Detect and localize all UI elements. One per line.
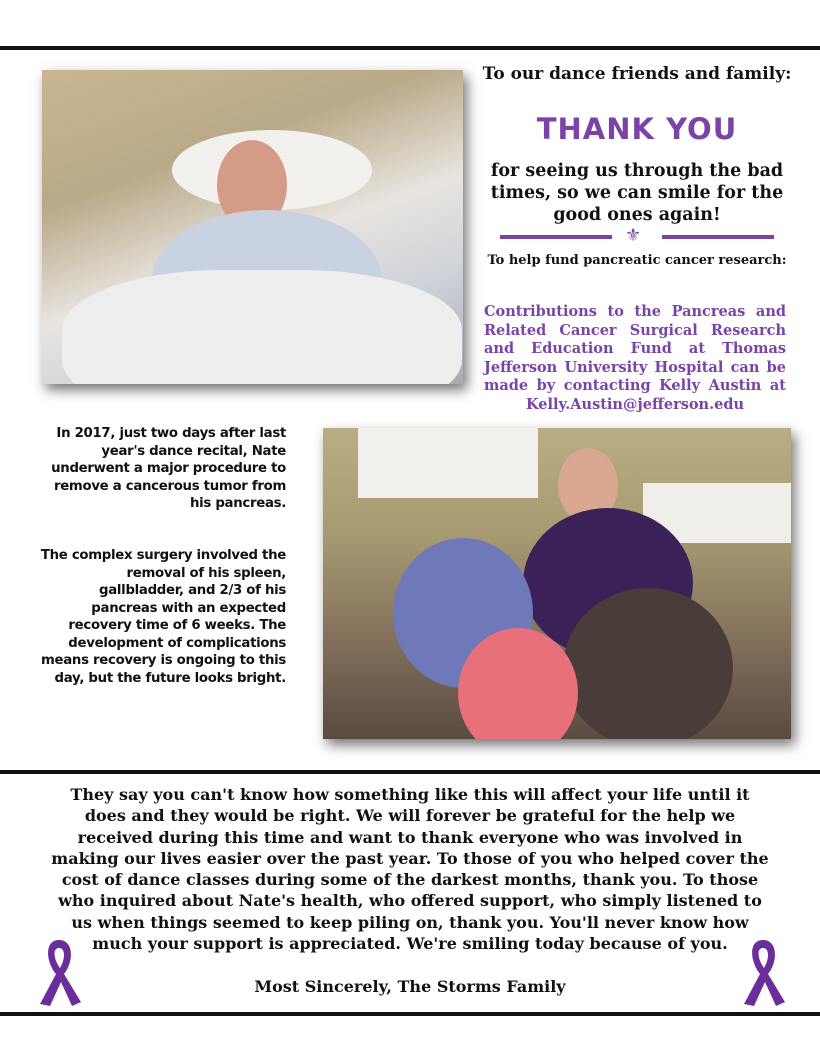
bookshelf (358, 428, 538, 498)
fleur-de-lis-icon: ⚜ (625, 225, 642, 246)
greeting: To our dance friends and family: (482, 64, 792, 84)
thank-you-message: for seeing us through the bad times, so we can smile for the good ones again! (490, 161, 784, 225)
closing-message: They say you can't know how something like this will affect your life until it does and they would be right. We will forever be grateful for the help we received during this time and want to thank everyone who was involved in making our lives easier over the past year. To those of you who helped cover the cost of dance classes during some of the darkest months, thank you. To those who inquired about Nate's health, who offered support, who simply listened to us when things seemed to keep piling on, thank you. You'll never know how much your support is appreciated. We're smiling today because of you. (51, 785, 769, 954)
fund-heading: To help fund pancreatic cancer research: (487, 253, 787, 268)
story-paragraph-2: The complex surgery involved the removal of his spleen, gallbladder, and 2/3 of his pancreas with an expected recovery time of 6 weeks. The development of complications means recovery is ongoing to this day, but the future looks bright. (40, 548, 286, 686)
middle-rule (0, 770, 820, 774)
blanket (62, 270, 462, 384)
bottom-rule (0, 1012, 820, 1016)
contribution-info: Contributions to the Pancreas and Related Cancer Surgical Research and Education Fund at Thomas Jefferson University Hospital can be made by contacting Kelly Austin at Kelly.Austin@jefferson.edu (484, 303, 786, 413)
awareness-ribbon-icon (34, 936, 84, 1008)
man-sweater (563, 588, 733, 739)
divider (500, 225, 774, 248)
thank-you-heading: THANK YOU (536, 112, 738, 146)
signature: Most Sincerely, The Storms Family (254, 977, 566, 996)
awareness-ribbon-icon (738, 936, 788, 1008)
hospital-photo (42, 70, 463, 384)
top-rule (0, 46, 820, 50)
story-paragraph-1: In 2017, just two days after last year's dance recital, Nate underwent a major procedure to remove a cancerous tumor from his pancreas. (51, 426, 286, 511)
family-photo (323, 428, 791, 739)
